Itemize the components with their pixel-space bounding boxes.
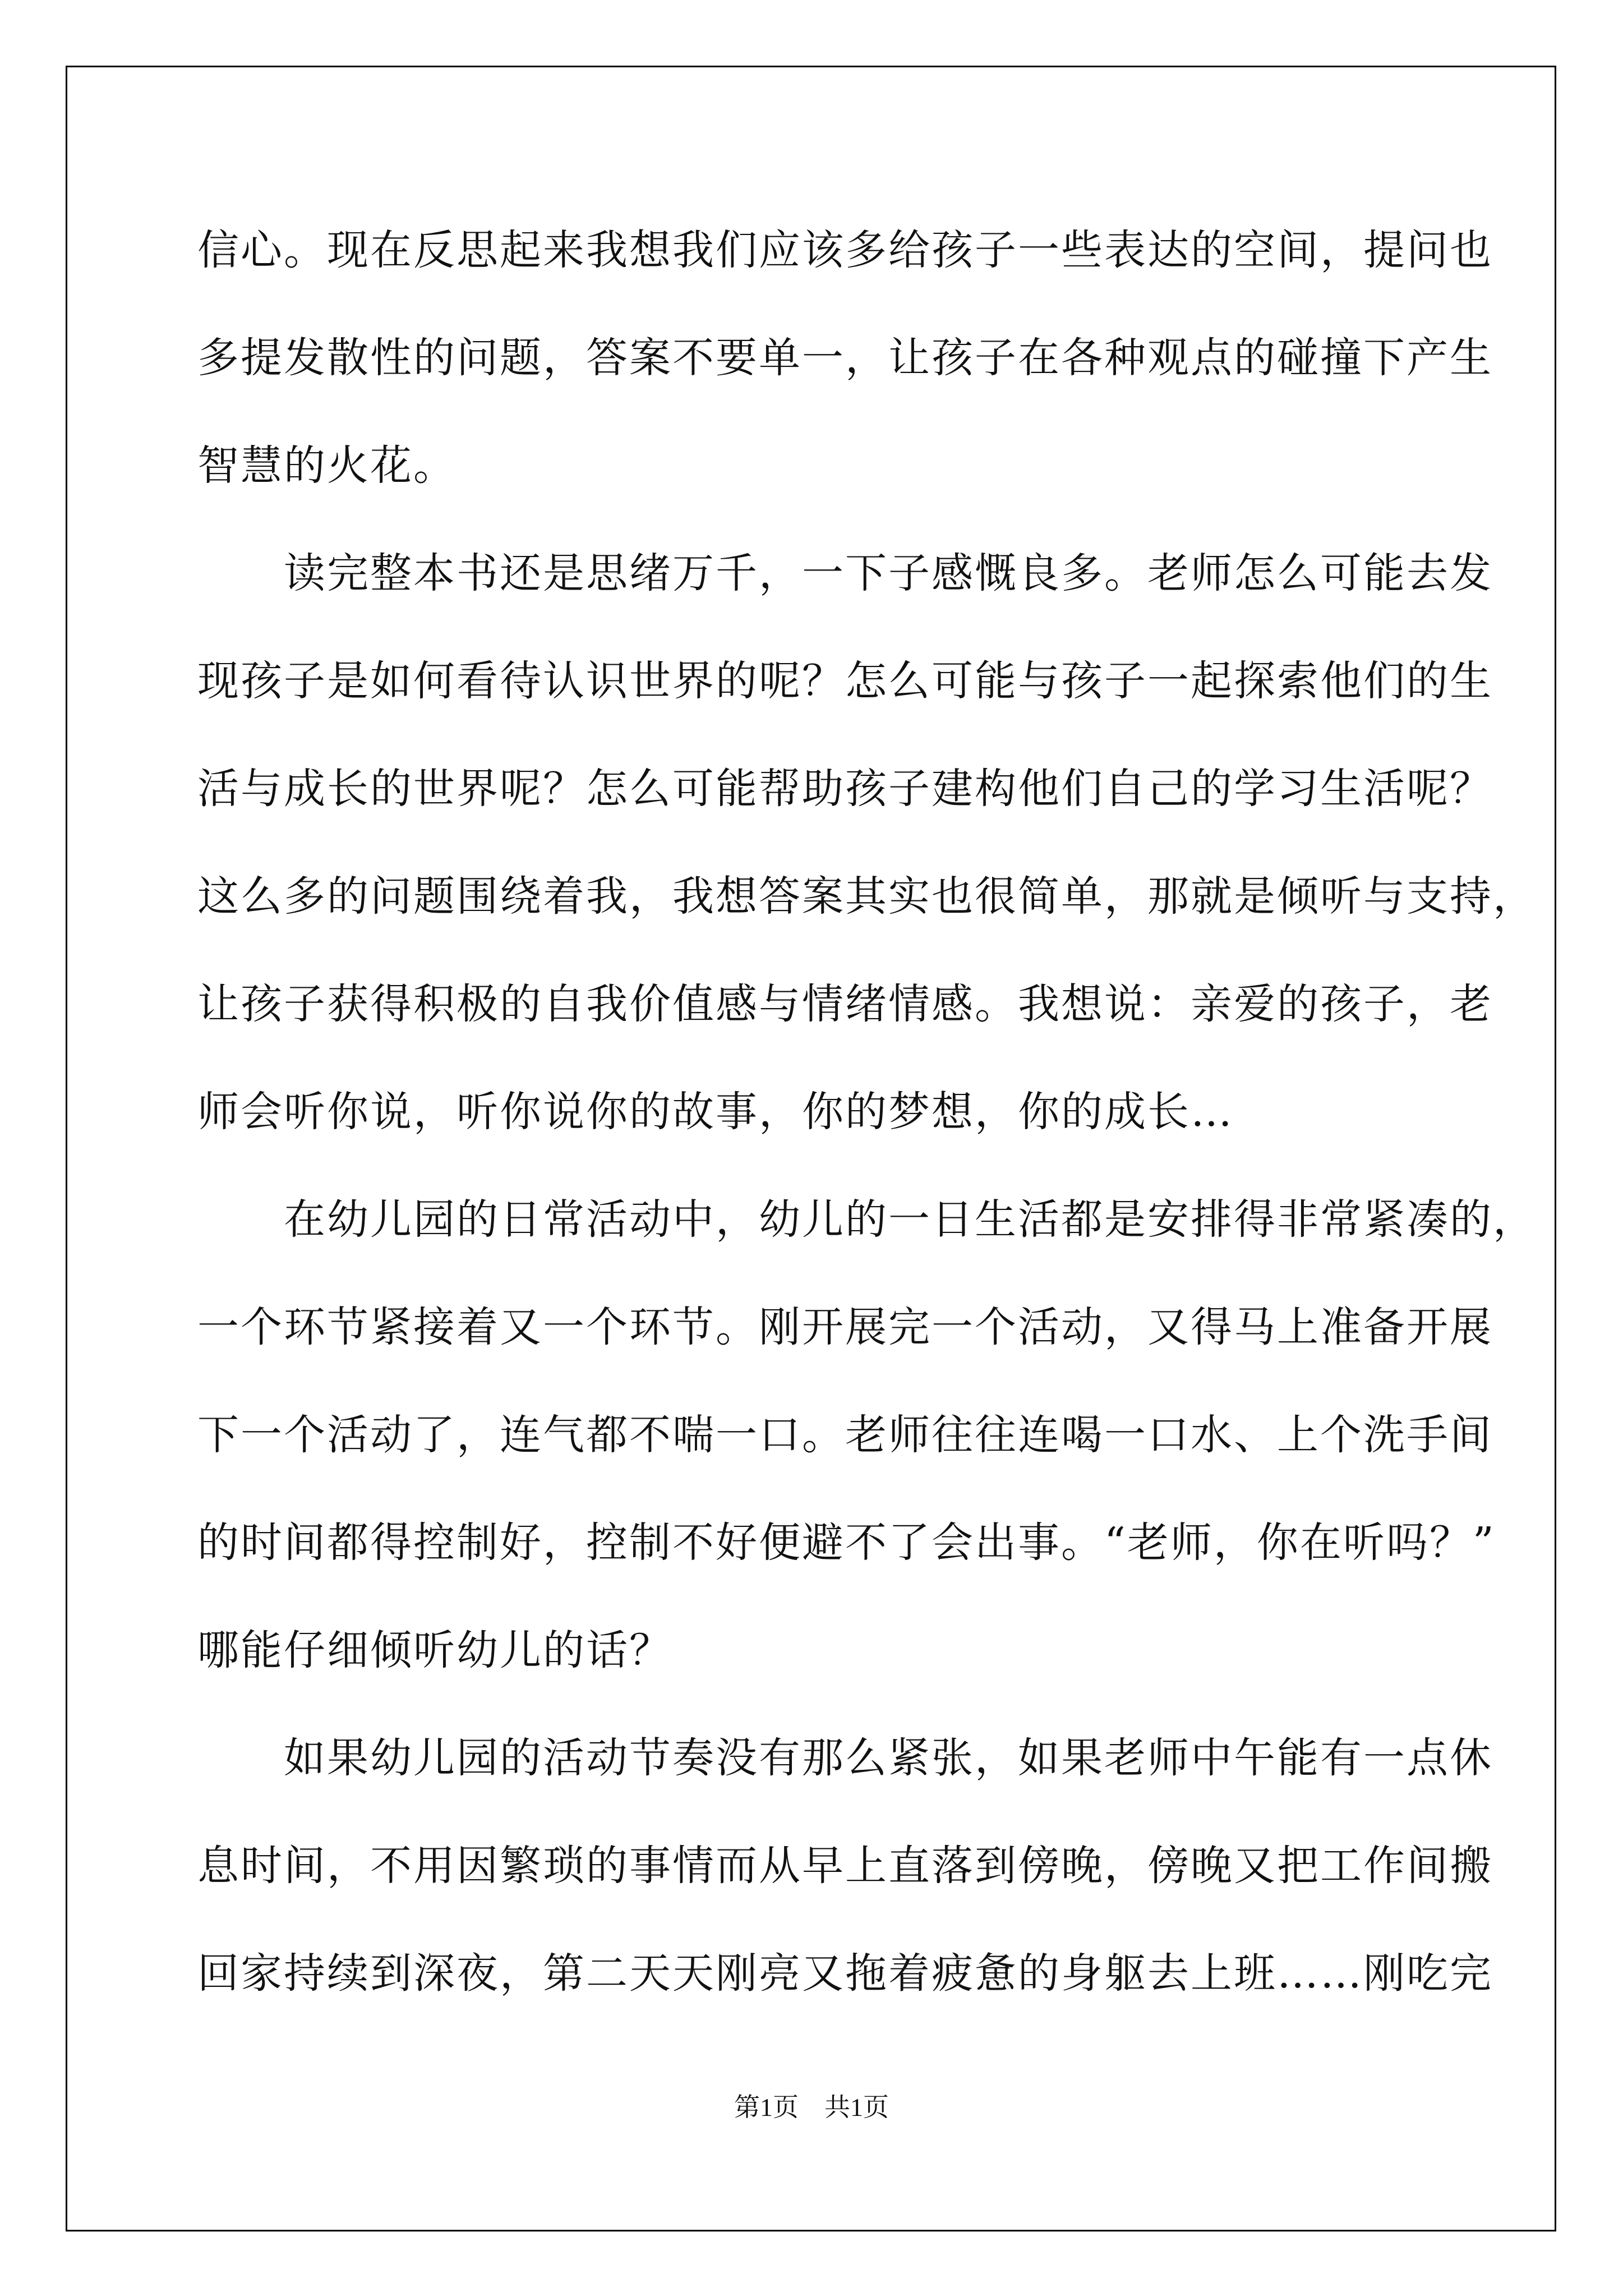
text-line: 现孩子是如何看待认识世界的呢？怎么可能与孩子一起探索他们的生 [197,657,1493,705]
text-line: 下一个活动了，连气都不喘一口。老师往往连喝一口水、上个洗手间 [197,1411,1493,1459]
text-line: 智慧的火花。 [197,441,457,490]
page-footer: 第1页 共1页 [734,2093,889,2122]
page-border [66,66,1556,2231]
text-line: 回家持续到深夜，第二天天刚亮又拖着疲惫的身躯去上班……刚吃完 [197,1949,1493,1998]
text-line: 如果幼儿园的活动节奏没有那么紧张，如果老师中午能有一点休 [197,1734,1493,1782]
text-line: 息时间，不用因繁琐的事情而从早上直落到傍晚，傍晚又把工作间搬 [197,1842,1493,1890]
text-line: 活与成长的世界呢？怎么可能帮助孩子建构他们自己的学习生活呢？ [197,765,1493,813]
text-line: 在幼儿园的日常活动中，幼儿的一日生活都是安排得非常紧凑的， [197,1195,1536,1244]
text-line: 这么多的问题围绕着我，我想答案其实也很简单，那就是倾听与支持， [197,872,1536,921]
text-line: 一个环节紧接着又一个环节。刚开展完一个活动，又得马上准备开展 [197,1303,1493,1351]
text-line: 哪能仔细倾听幼儿的话？ [197,1626,672,1674]
text-line: 读完整本书还是思绪万千，一下子感慨良多。老师怎么可能去发 [197,549,1493,597]
text-line: 多提发散性的问题，答案不要单一，让孩子在各种观点的碰撞下产生 [197,334,1493,382]
text-line: 让孩子获得积极的自我价值感与情绪情感。我想说：亲爱的孩子，老 [197,980,1493,1028]
text-line: 信心。现在反思起来我想我们应该多给孩子一些表达的空间，提问也 [197,226,1493,274]
text-line: 师会听你说，听你说你的故事，你的梦想，你的成长… [197,1088,1234,1136]
text-line: 的时间都得控制好，控制不好便避不了会出事。“老师，你在听吗？” [197,1519,1496,1567]
